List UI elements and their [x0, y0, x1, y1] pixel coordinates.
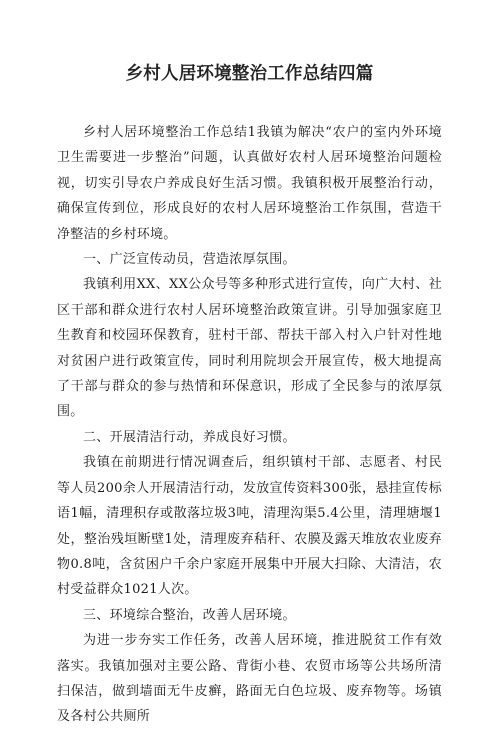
- paragraph-section-2: 我镇在前期进行情况调查后，组织镇村干部、志愿者、村民等人员200余人开展清洁行动，发放宣传资料300张，悬挂宣传标语1幅，清理积存或散落垃圾3吨，清理沟渠5.4公里，清理塘堰1处，整治残垣断壁1处，清理废弃秸秆、农膜及露天堆放农业废弃物0.8吨，含贫困户千余户家庭开展集中开展大扫除、大清洁，农村受益群众1021人次。: [57, 455, 442, 598]
- section-heading-2: 二、开展清洁行动，养成良好习惯。: [83, 429, 296, 445]
- document-body: [57, 120, 442, 730]
- paragraph-section-3: 为进一步夯实工作任务，改善人居环境，推进脱贫工作有效落实。我镇加强对主要公路、背街小巷、农贸市场等公共场所清扫保洁，做到墙面无牛皮癣，路面无白色垃圾、废弃物等。场镇及各村公共厕所: [57, 633, 442, 725]
- paragraph-section-1: 我镇利用XX、XX公众号等多种形式进行宣传，向广大村、社区干部和群众进行农村人居环境整治政策宣讲。引导加强家庭卫生教育和校园环保教育，驻村干部、帮扶干部入村入户针对性地对贫困户进行政策宣传，同时利用院坝会开展宣传，极大地提高了干部与群众的参与热情和环保意识，形成了全民参与的浓厚氛围。: [57, 277, 442, 420]
- paragraph-intro: 乡村人居环境整治工作总结1我镇为解决“农户的室内外环境卫生需要进一步整治”问题，认真做好农村人居环境整治问题检视，切实引导农户养成良好生活习惯。我镇积极开展整治行动，确保宣传到位，形成良好的农村人居环境整治工作氛围，营造干净整洁的乡村环境。: [57, 125, 442, 242]
- section-heading-1: 一、广泛宣传动员，营造浓厚氛围。: [83, 252, 296, 268]
- document-title: 乡村人居环境整治工作总结四篇: [125, 64, 374, 84]
- section-heading-3: 三、环境综合整治，改善人居环境。: [83, 607, 296, 623]
